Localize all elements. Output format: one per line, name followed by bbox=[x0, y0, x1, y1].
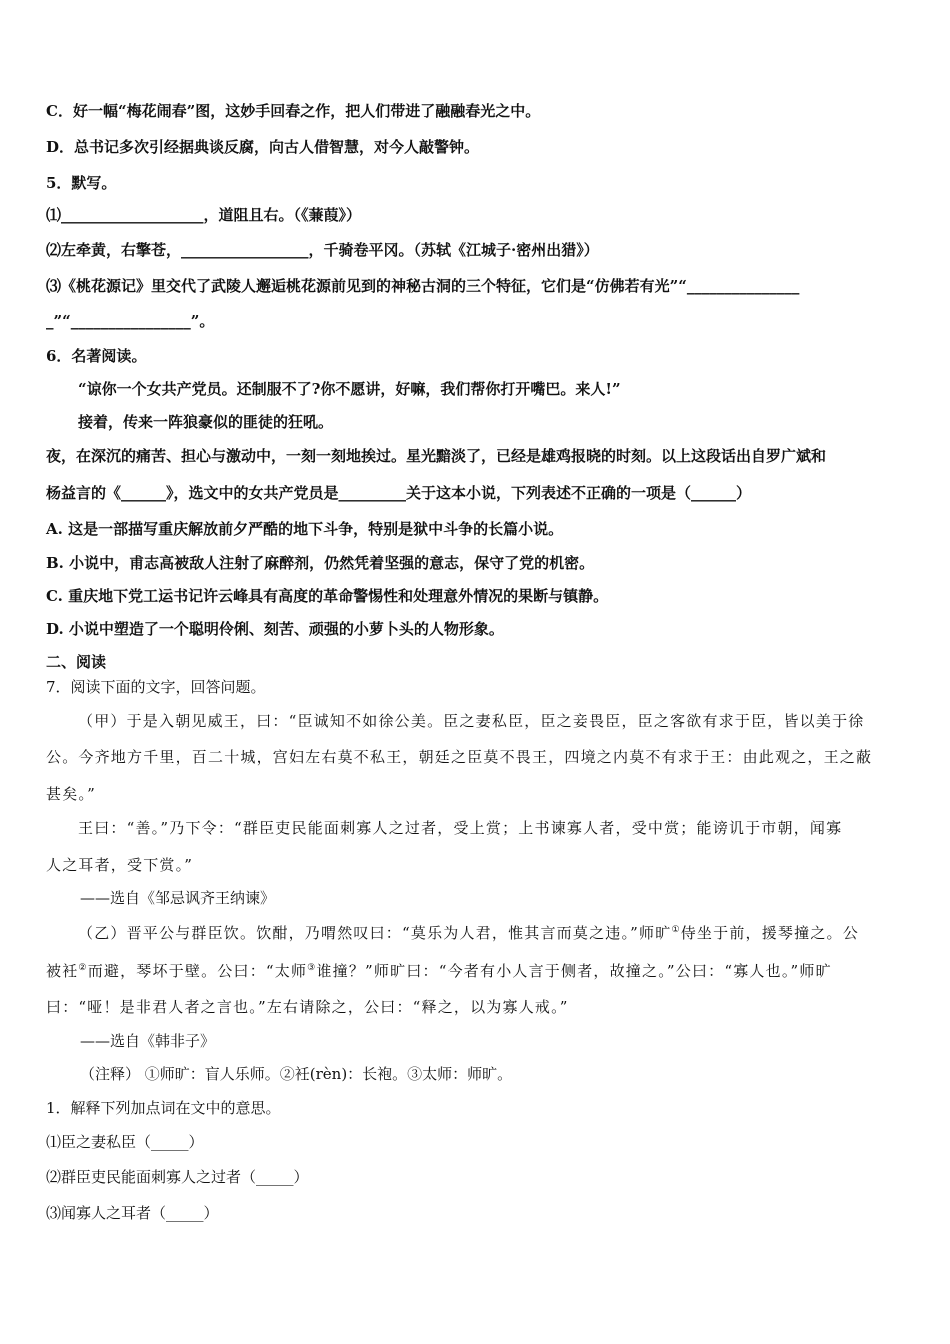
q6-title: 6．名著阅读。 bbox=[46, 347, 147, 365]
q7-yi-line-1-part-b: 侍坐于前，援琴撞之。公 bbox=[680, 924, 859, 942]
q4-option-d-text: 总书记多次引经据典谈反腐，向古人借智慧，对今人敲警钟。 bbox=[74, 138, 480, 156]
q4-option-c-letter: C． bbox=[46, 102, 73, 120]
q6-option-d: D. 小说中塑造了一个聪明伶俐、刻苦、顽强的小萝卜头的人物形象。 bbox=[46, 620, 504, 638]
q7-sub-1-item-3: ⑶闻寡人之耳者（_____） bbox=[46, 1204, 219, 1222]
q5-item-3-line-1: ⑶《桃花源记》里交代了武陵人邂逅桃花源前见到的神秘古洞的三个特征，它们是“仿佛若有光”“_______________ bbox=[46, 277, 800, 295]
q6-quote-3-line-2: 杨益言的《______》，选文中的女共产党员是_________关于这本小说，下列表述不正确的一项是（______） bbox=[46, 484, 752, 502]
q7-jia-source: ——选自《邹忌讽齐王纳谏》 bbox=[80, 889, 276, 907]
q7-yi-line-2-part-a: 被衽 bbox=[46, 962, 79, 980]
q7-jia-line-1: （甲）于是入朝见威王，曰：“臣诚知不如徐公美。臣之妻私臣，臣之妾畏臣，臣之客欲有求于臣，皆以美于徐 bbox=[78, 712, 865, 730]
q7-yi-source: ——选自《韩非子》 bbox=[80, 1032, 216, 1050]
q7-yi-line-2 bbox=[46, 961, 906, 981]
q7-yi-line-1-part-a: （乙）晋平公与群臣饮。饮酣，乃喟然叹曰：“莫乐为人君，惟其言而莫之违。”师旷 bbox=[78, 924, 672, 942]
q6-option-b: B. 小说中，甫志高被敌人注射了麻醉剂，仍然凭着坚强的意志，保守了党的机密。 bbox=[46, 554, 595, 572]
q5-item-3-line-2: _”“________________”。 bbox=[46, 312, 215, 330]
footnote-marker-2: ② bbox=[78, 963, 88, 973]
q7-yi-line-3: 曰：“哑！是非君人者之言也。”左右请除之，公曰：“释之，以为寡人戒。” bbox=[46, 998, 569, 1016]
q7-sub-1-title: 1．解释下列加点词在文中的意思。 bbox=[46, 1099, 281, 1117]
section-2-title: 二、阅读 bbox=[46, 653, 107, 671]
q7-jia-line-2: 公。今齐地方千里，百二十城，宫妇左右莫不私王，朝廷之臣莫不畏王，四境之内莫不有求于王：由此观之，王之蔽 bbox=[46, 748, 873, 766]
q6-quote-2: 接着，传来一阵狼豪似的匪徒的狂吼。 bbox=[78, 413, 334, 431]
q7-yi-line-2-part-c: 谁撞？”师旷曰：“今者有小人言于侧者，故撞之。”公曰：“寡人也。”师旷 bbox=[316, 962, 832, 980]
q4-option-d-letter: D． bbox=[46, 138, 75, 156]
q7-yi-line-2-part-b: 而避，琴坏于壁。公曰：“太师 bbox=[87, 962, 308, 980]
q7-sub-1-item-1: ⑴臣之妻私臣（_____） bbox=[46, 1133, 204, 1151]
q7-yi-line-1 bbox=[78, 923, 938, 943]
q6-quote-1: “谅你一个女共产党员。还制服不了?你不愿讲，好嘛，我们帮你打开嘴巴。来人!” bbox=[78, 380, 621, 398]
q4-option-c-text: 好一幅“梅花闹春”图，这妙手回春之作，把人们带进了融融春光之中。 bbox=[72, 102, 541, 120]
q4-option-d bbox=[46, 137, 906, 157]
q7-sub-1-item-2: ⑵群臣吏民能面刺寡人之过者（_____） bbox=[46, 1168, 309, 1186]
q5-title: 5．默写。 bbox=[46, 174, 117, 192]
q5-item-2: ⑵左牵黄，右擎苍，_________________，千骑卷平冈。（苏轼《江城子·密州出猎》） bbox=[46, 241, 599, 259]
footnote-marker-1: ① bbox=[671, 925, 681, 935]
q6-option-c: C. 重庆地下党工运书记许云峰具有高度的革命警惕性和处理意外情况的果断与镇静。 bbox=[46, 587, 609, 605]
q7-title: 7．阅读下面的文字，回答问题。 bbox=[46, 678, 266, 696]
q4-option-c bbox=[46, 101, 906, 121]
q7-jia-line-3: 甚矣。” bbox=[46, 785, 96, 803]
q6-quote-3-line-1: 夜，在深沉的痛苦、担心与激动中，一刻一刻地挨过。星光黯淡了，已经是雄鸡报晓的时刻。以上这段话出自罗广斌和 bbox=[46, 447, 827, 465]
footnote-marker-3: ③ bbox=[307, 963, 317, 973]
q7-jia-line-4: 王曰：“善。”乃下令：“群臣吏民能面刺寡人之过者，受上赏；上书谏寡人者，受中赏；能谤讥于市朝，闻寡 bbox=[78, 819, 843, 837]
q7-footnotes: （注释） ①师旷：盲人乐师。②衽(rèn)：长袍。③太师：师旷。 bbox=[80, 1065, 513, 1083]
q5-item-1: ⑴___________________，道阻且右。（《蒹葭》） bbox=[46, 206, 362, 224]
q7-jia-line-5: 人之耳者，受下赏。” bbox=[46, 856, 194, 874]
q6-option-a: A. 这是一部描写重庆解放前夕严酷的地下斗争，特别是狱中斗争的长篇小说。 bbox=[46, 520, 564, 538]
